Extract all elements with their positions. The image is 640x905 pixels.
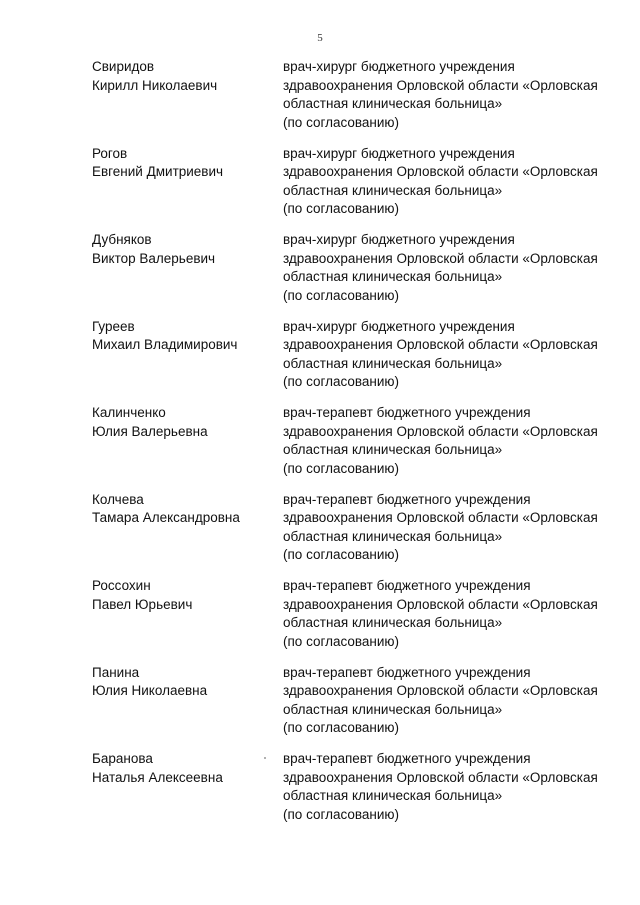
surname: Россохин xyxy=(92,578,151,593)
surname: Баранова xyxy=(92,751,153,766)
given-names: Михаил Владимирович xyxy=(92,337,238,353)
person-name xyxy=(92,750,272,787)
position-line: областная клиническая больница» xyxy=(283,442,503,458)
list-item xyxy=(0,577,640,664)
list-item xyxy=(0,318,640,405)
position-line: здравоохранения Орловской области «Орловская xyxy=(283,596,598,612)
surname: Гуреев xyxy=(92,318,135,334)
list-item xyxy=(0,58,640,145)
surname: Панина xyxy=(92,664,140,680)
approval-note: (по согласованию) xyxy=(283,201,400,217)
position-description xyxy=(283,577,613,651)
given-names: Наталья Алексеевна xyxy=(92,769,223,785)
list-item xyxy=(0,491,640,578)
position-description xyxy=(283,491,613,565)
position-line: областная клиническая больница» xyxy=(283,615,503,631)
position-line: здравоохранения Орловской области «Орловская xyxy=(283,510,598,526)
approval-note: (по согласованию) xyxy=(283,547,400,563)
position-description xyxy=(283,145,613,219)
member-list xyxy=(0,58,640,837)
given-names: Юлия Валерьевна xyxy=(92,423,208,439)
approval-note: (по согласованию) xyxy=(283,287,400,303)
position-line: областная клиническая больница» xyxy=(283,528,503,544)
position-description xyxy=(283,231,613,305)
given-names: Павел Юрьевич xyxy=(92,596,193,612)
position-line: здравоохранения Орловской области «Орловская xyxy=(283,683,598,699)
surname: Свиридов xyxy=(92,59,155,74)
person-name xyxy=(92,664,272,701)
position-line: здравоохранения Орловской области «Орловская xyxy=(283,769,598,785)
surname: Колчева xyxy=(92,491,144,507)
position-line: врач-терапевт бюджетного учреждения xyxy=(283,578,531,593)
page-number: 5 xyxy=(317,32,323,44)
person-name xyxy=(92,58,272,95)
person-name xyxy=(92,577,272,614)
position-line: здравоохранения Орловской области «Орловская xyxy=(283,337,598,353)
approval-note: (по согласованию) xyxy=(283,633,400,649)
person-name xyxy=(92,231,272,268)
list-item xyxy=(0,664,640,751)
position-line: врач-хирург бюджетного учреждения xyxy=(283,145,515,161)
approval-note: (по согласованию) xyxy=(283,114,400,130)
given-names: Кирилл Николаевич xyxy=(92,77,218,93)
approval-note: (по согласованию) xyxy=(283,460,400,476)
given-names: Евгений Дмитриевич xyxy=(92,164,224,180)
position-description xyxy=(283,318,613,392)
position-line: врач-хирург бюджетного учреждения xyxy=(283,232,515,247)
list-item xyxy=(0,145,640,232)
person-name xyxy=(92,491,272,528)
position-description xyxy=(283,750,613,824)
position-line: областная клиническая больница» xyxy=(283,96,503,112)
position-line: областная клиническая больница» xyxy=(283,701,503,717)
list-item xyxy=(0,404,640,491)
surname: Рогов xyxy=(92,145,128,161)
approval-note: (по согласованию) xyxy=(283,806,400,822)
person-name xyxy=(92,404,272,441)
position-line: областная клиническая больница» xyxy=(283,355,503,371)
given-names: Виктор Валерьевич xyxy=(92,250,216,266)
scan-speck xyxy=(264,757,266,759)
surname: Калинченко xyxy=(92,405,166,420)
position-line: врач-терапевт бюджетного учреждения xyxy=(283,751,531,766)
person-name xyxy=(92,145,272,182)
list-item xyxy=(0,750,640,837)
approval-note: (по согласованию) xyxy=(283,720,400,736)
person-name xyxy=(92,318,272,355)
position-line: здравоохранения Орловской области «Орловская xyxy=(283,250,598,266)
position-line: областная клиническая больница» xyxy=(283,269,503,285)
given-names: Тамара Александровна xyxy=(92,510,240,526)
surname: Дубняков xyxy=(92,232,152,247)
position-line: врач-хирург бюджетного учреждения xyxy=(283,318,515,334)
position-line: здравоохранения Орловской области «Орловская xyxy=(283,77,598,93)
given-names: Юлия Николаевна xyxy=(92,683,208,699)
position-description xyxy=(283,664,613,738)
position-line: здравоохранения Орловской области «Орловская xyxy=(283,164,598,180)
list-item xyxy=(0,231,640,318)
position-line: врач-терапевт бюджетного учреждения xyxy=(283,405,531,420)
position-description xyxy=(283,58,613,132)
approval-note: (по согласованию) xyxy=(283,374,400,390)
position-description xyxy=(283,404,613,478)
position-line: областная клиническая больница» xyxy=(283,788,503,804)
position-line: здравоохранения Орловской области «Орловская xyxy=(283,423,598,439)
position-line: врач-хирург бюджетного учреждения xyxy=(283,59,515,74)
position-line: областная клиническая больница» xyxy=(283,182,503,198)
position-line: врач-терапевт бюджетного учреждения xyxy=(283,664,531,680)
position-line: врач-терапевт бюджетного учреждения xyxy=(283,491,531,507)
